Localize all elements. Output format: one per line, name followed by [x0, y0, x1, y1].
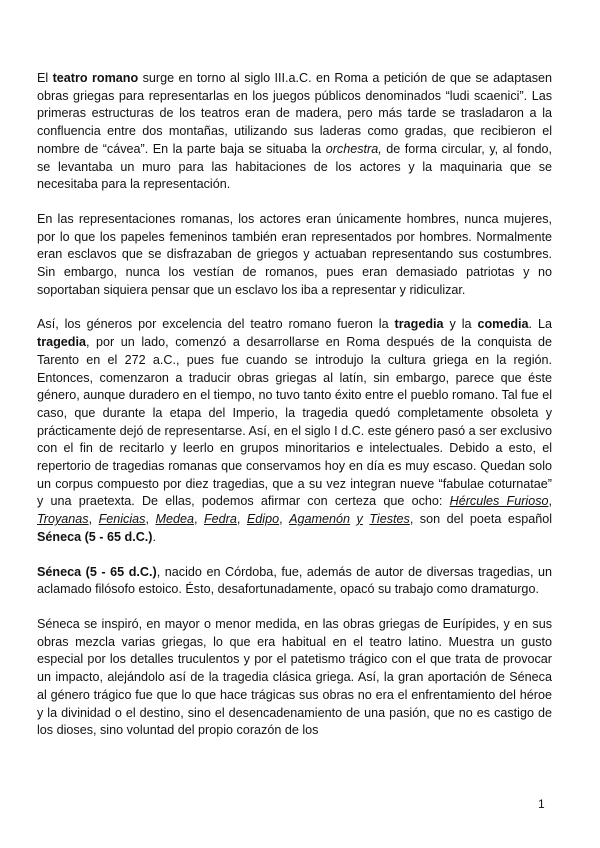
text: .	[152, 529, 156, 544]
text: , por un lado, comenzó a desarrollarse en Roma después de la conquista de Tarento en el 272 a.C., pues fue cuando se introdujo la cultura griega en la región. Entonces, comenzaron a traducir obras griegas al latín, sin embargo, parece que éste género, aunque duradero en el tiempo, no tuvo tanto éxito entre el pueblo romano. Tal fue el caso, que durante la etapa del Imperio, la tragedia quedó completamente obsoleta y prácticamente dejó de representarse. Así, en el siglo I d.C. este género pasó a ser exclusivo con el fin de recitarlo y leerlo en grupos minoritarios e intelectuales. Debido a esto, el repertorio de tragedias romanas que conservamos hoy en día es muy escaso. Quedan solo un corpus compuesto por diez tragedias, que a su vez integran nueve “fabulae coturnatae” y una praetexta. De ellas, podemos afirmar con certeza que ocho:	[37, 335, 552, 509]
paragraph-teatro-romano	[37, 70, 552, 194]
paragraph-generos: Así, los géneros por excelencia del teatro romano fueron la tragedia y la comedia. La tragedia, por un lado, comenzó a desarrollarse en Roma después de la conquista de Tarento en el 272 a.C., pues fue cuando se introdujo la cultura griega en la región. Entonces, comenzaron a traducir obras griegas al latín, sin embargo, parece que éste género, aunque duradero en el tiempo, no tuvo tanto éxito entre el pueblo romano. Tal fue el caso, que durante la etapa del Imperio, la tragedia quedó completamente obsoleta y prácticamente dejó de representarse. Así, en el siglo I d.C. este género pasó a ser exclusivo con el fin de recitarlo y leerlo en grupos minoritarios e intelectuales. Debido a esto, el repertorio de tragedias romanas que conservamos hoy en día es muy escaso. Quedan solo un corpus compuesto por diez tragedias, que a su vez integran nueve “fabulae coturnatae” y una praetexta. De ellas, podemos afirmar con certeza que ocho: Hércules Furioso, Troyanas, Fenicias, Medea, Fedra, Edipo, Agamenón y Tiestes, son del poeta español Séneca (5 - 65 d.C.).	[37, 317, 553, 544]
bold-term-comedia: comedia	[477, 317, 529, 332]
text: de forma circular, y, al fondo, se levantaba un muro para las habitaciones de los actores y la maquinaria que se necesitaba para la representación.	[37, 141, 553, 192]
work-title: Fedra	[203, 512, 237, 527]
work-title: Edipo	[246, 512, 280, 527]
bold-term-seneca: Séneca (5 - 65 d.C.)	[37, 529, 153, 544]
text: . La	[528, 317, 552, 332]
bold-term-tragedia: tragedia	[394, 317, 444, 332]
paragraph-seneca-bio	[37, 564, 552, 599]
text: Así, los géneros por excelencia del teatro romano fueron la	[37, 317, 395, 332]
text: , nacido en Córdoba, fue, además de autor de diversas tragedias, un aclamado filósofo estoico. Ésto, desafortunadamente, opacó su trabajo como dramaturgo.	[37, 564, 553, 597]
work-title: Fenicias	[98, 512, 146, 527]
work-title: Agamenón	[289, 512, 351, 527]
italic-term-orchestra: orchestra,	[325, 141, 382, 156]
page-number: 1	[538, 797, 545, 811]
text: surge en torno al siglo III.a.C. en Roma a petición de que se adaptasen obras griegas para representarlas en los juegos públicos denominados “ludi scaenici”. Las primeras estructuras de los teatros eran de madera, pero más tarde se trasladaron a la confluencia entre dos montañas, utilizando sus laderas como gradas, que recibieron el nombre de “cávea”. En la parte baja se situaba la	[37, 71, 553, 156]
bold-term-teatro-romano: teatro romano	[52, 71, 139, 85]
paragraph-representaciones: En las representaciones romanas, los actores eran únicamente hombres, nunca mujeres, por lo que los papeles femeninos también eran representados por hombres. Normalmente eran esclavos que se disfrazaban de griegos y actuaban representando sus costumbres. Sin embargo, nunca los vestían de romanos, pues eran demasiado patriotas y no soportaban siquiera pensar que un esclavo los iba a representar y ridiculizar.	[37, 211, 552, 297]
text: y la	[443, 317, 478, 332]
conjunction: y	[356, 512, 363, 527]
paragraph-seneca-inspiracion: Séneca se inspiró, en mayor o menor medida, en las obras griegas de Eurípides, y en sus obras mezcla varias griegas, lo que era habitual en el teatro latino. Muestra un gusto especial por los detalles truculentos y por el patetismo trágico con el que trata de provocar un impacto, alejándolo así de la tragedia clásica griega. Así, la gran aportación de Séneca al género trágico fue que lo que hace trágicas sus obras no era el enfrentamiento del héroe y la divinidad o el destino, sino el desencadenamiento de una pasión, que no es castigo de los dioses, sino voluntad del propio corazón de los	[37, 616, 552, 738]
work-title: Tiestes	[369, 512, 410, 527]
bold-term-tragedia: tragedia	[37, 335, 86, 350]
work-title: Troyanas	[37, 512, 89, 527]
text: , son del poeta español	[409, 512, 553, 527]
document-body	[37, 70, 552, 757]
work-title: Medea	[155, 512, 194, 527]
bold-term-seneca: Séneca (5 - 65 d.C.)	[37, 564, 157, 579]
work-title: Hércules Furioso	[449, 494, 549, 509]
text: El	[37, 71, 53, 85]
